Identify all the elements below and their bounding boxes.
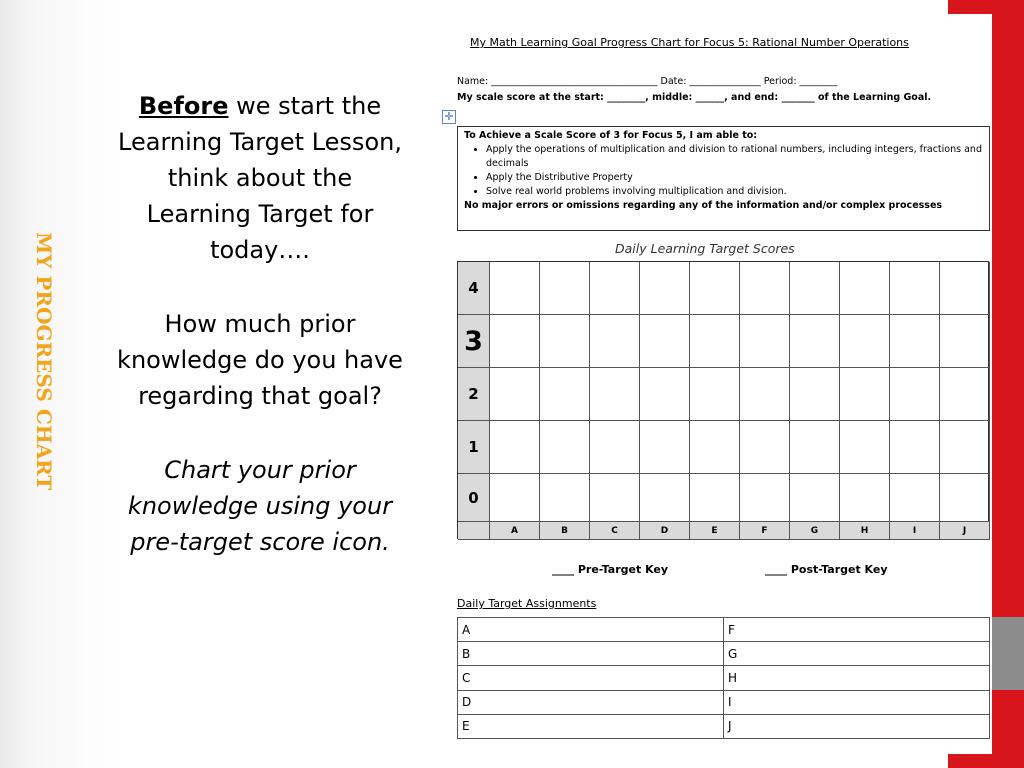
score-cell <box>540 262 590 315</box>
score-cell <box>940 262 990 315</box>
paragraph-before-rest: we start the Learning Target Lesson, think about the Learning Target for today…. <box>118 92 402 264</box>
assignments-table <box>457 617 990 739</box>
score-cell <box>590 421 640 474</box>
score-cell <box>690 474 740 522</box>
pre-target-key: ____ Pre-Target Key <box>552 563 669 576</box>
score-column-label: F <box>740 522 790 540</box>
assignment-cell: F <box>724 618 990 642</box>
score-cell <box>840 368 890 421</box>
score-cell <box>790 474 840 522</box>
score-column-label: I <box>890 522 940 540</box>
goal-item: • Apply the Distributive Property <box>486 171 983 185</box>
assignment-cell: I <box>724 690 990 714</box>
score-cell <box>790 315 840 368</box>
score-cell <box>690 421 740 474</box>
grid-corner <box>458 522 490 540</box>
score-row-label: 0 <box>458 474 490 522</box>
assignment-cell: G <box>724 642 990 666</box>
score-cell <box>940 421 990 474</box>
assignment-cell: A <box>458 618 724 642</box>
score-cell <box>840 315 890 368</box>
score-cell <box>690 368 740 421</box>
before-keyword: Before <box>138 92 229 120</box>
score-cell <box>490 474 540 522</box>
table-row <box>458 618 990 642</box>
score-cell <box>890 262 940 315</box>
score-cell <box>640 315 690 368</box>
score-cell <box>890 421 940 474</box>
score-cell <box>640 262 690 315</box>
score-cell <box>890 368 940 421</box>
score-cell <box>690 262 740 315</box>
score-cell <box>590 474 640 522</box>
assignment-cell: C <box>458 666 724 690</box>
score-column-label: C <box>590 522 640 540</box>
table-row <box>458 714 990 738</box>
goal-heading: To Achieve a Scale Score of 3 for Focus 5, I am able to: <box>464 130 758 141</box>
assignments-title: Daily Target Assignments <box>457 597 597 610</box>
score-cell <box>490 421 540 474</box>
score-row-label: 4 <box>458 262 490 315</box>
paragraph-before <box>112 88 408 268</box>
scores-grid-title: Daily Learning Target Scores <box>615 241 795 256</box>
score-cell <box>840 474 890 522</box>
move-handle-icon[interactable]: ✛ <box>442 110 456 124</box>
score-cell <box>690 315 740 368</box>
score-cell <box>840 262 890 315</box>
score-cell <box>590 262 640 315</box>
score-cell <box>640 421 690 474</box>
score-cell <box>640 368 690 421</box>
score-cell <box>740 315 790 368</box>
score-cell <box>940 474 990 522</box>
instruction-text <box>112 88 408 560</box>
score-cell <box>790 421 840 474</box>
goal-item: • Solve real world problems involving multiplication and division. <box>486 185 983 199</box>
post-target-key: ____ Post-Target Key <box>765 563 888 576</box>
goal-footer: No major errors or omissions regarding any of the information and/or complex processes <box>464 200 943 211</box>
score-row-label: 3 <box>458 315 490 368</box>
score-cell <box>590 315 640 368</box>
score-cell <box>590 368 640 421</box>
goal-item: • Apply the operations of multiplication and division to rational numbers, including integers, fractions and decimals <box>486 143 983 171</box>
score-cell <box>540 474 590 522</box>
worksheet-title: My Math Learning Goal Progress Chart for Focus 5: Rational Number Operations <box>470 36 909 49</box>
score-cell <box>490 262 540 315</box>
score-column-label: G <box>790 522 840 540</box>
score-column-label: A <box>490 522 540 540</box>
score-grid <box>457 261 989 539</box>
table-row <box>458 642 990 666</box>
score-column-label: E <box>690 522 740 540</box>
score-cell <box>890 315 940 368</box>
score-cell <box>790 368 840 421</box>
score-column-label: H <box>840 522 890 540</box>
assignment-cell: H <box>724 666 990 690</box>
score-cell <box>540 421 590 474</box>
paragraph-prior-knowledge: How much prior knowledge do you have regarding that goal? <box>117 310 403 410</box>
goal-box <box>457 126 990 231</box>
assignment-cell: B <box>458 642 724 666</box>
score-cell <box>940 315 990 368</box>
score-cell <box>740 262 790 315</box>
score-cell <box>490 315 540 368</box>
score-cell <box>940 368 990 421</box>
score-cell <box>740 421 790 474</box>
goal-list <box>464 143 983 199</box>
score-row-label: 1 <box>458 421 490 474</box>
accent-bar-gray <box>990 617 1024 690</box>
score-column-label: D <box>640 522 690 540</box>
score-column-label: B <box>540 522 590 540</box>
assignment-cell: J <box>724 714 990 738</box>
score-cell <box>790 262 840 315</box>
score-cell <box>540 315 590 368</box>
slide-title-text: MY PROGRESS CHART <box>32 232 56 491</box>
score-cell <box>890 474 940 522</box>
table-row <box>458 666 990 690</box>
score-cell <box>640 474 690 522</box>
assignment-cell: E <box>458 714 724 738</box>
worksheet-image <box>440 14 992 754</box>
score-column-label: J <box>940 522 990 540</box>
score-cell <box>840 421 890 474</box>
name-date-period-line: Name: ___________________________________ Date: _______________ Period: ________ <box>457 76 838 87</box>
score-row-label: 2 <box>458 368 490 421</box>
score-cell <box>740 368 790 421</box>
slide-title-vertical <box>20 232 68 532</box>
assignment-cell: D <box>458 690 724 714</box>
scale-score-line: My scale score at the start: ________, middle: ______, and end: _______ of the Learning Goal. <box>457 92 932 103</box>
score-cell <box>490 368 540 421</box>
table-row <box>458 690 990 714</box>
score-cell <box>540 368 590 421</box>
score-cell <box>740 474 790 522</box>
paragraph-chart-instruction: Chart your prior knowledge using your pre-target score icon. <box>127 456 393 556</box>
